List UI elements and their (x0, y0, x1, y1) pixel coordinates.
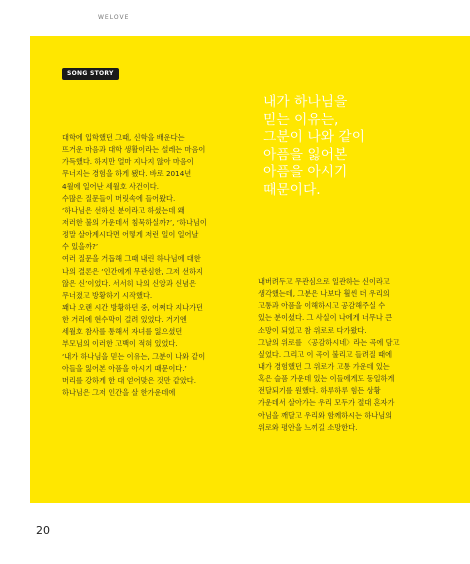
body-line: 꽤나 오랜 시간 방황하던 중, 어쩌다 지나가던 (62, 302, 203, 312)
body-line: 고통과 아픔을 이해하시고 공감해주실 수 (258, 301, 386, 311)
body-line: 정말 살아계시다면 어떻게 저런 일이 일어날 (62, 230, 199, 240)
body-line: 하나님은 그저 인간을 살 한가운데에 (62, 387, 176, 397)
body-line: 내가 경험했던 그 위로가 고통 가운데 있는 (258, 361, 390, 371)
body-line: 가득했다. 하지만 얼마 지나지 않아 마음이 (62, 157, 194, 167)
body-line: 무너졌고 방황하기 시작했다. (62, 290, 153, 300)
body-line: 여러 질문을 거듭해 그때 내린 하나님에 대한 (62, 254, 201, 264)
body-line: 생각했는데, 그분은 나보다 훨씬 더 우리의 (258, 289, 390, 299)
body-line: 위로와 평안을 느끼길 소망한다. (258, 422, 358, 432)
body-line: 나의 결론은 ‘인간에게 무관심한, 그저 선하지 (62, 266, 203, 276)
pull-quote-line: 아픔을 잃어본 (263, 146, 348, 163)
pull-quote (263, 94, 365, 200)
body-line: 수많은 질문들이 머릿속에 들어왔다. (62, 193, 176, 203)
pull-quote-line: 아픔을 아시기 (263, 164, 348, 181)
magazine-section-label: WELOVE (98, 14, 130, 21)
body-line: 무너지는 경험을 하게 됐다. 바로 2014년 (62, 169, 192, 179)
body-line: ‘하나님은 선하신 분이라고 하셨는데 왜 (62, 205, 185, 215)
body-line: 수 있을까?’ (62, 242, 99, 252)
body-line: 그날의 위로를 〈공감하시네〉라는 곡에 담고 (258, 337, 400, 347)
body-line: 4월에 일어난 세월호 사건이다. (62, 181, 160, 191)
body-line: 아님을 깨달고 우리와 함께하시는 하나님의 (258, 410, 393, 420)
body-line: 뜨거운 마음과 대학 생활이라는 설레는 마음이 (62, 145, 206, 155)
pull-quote-line: 믿는 이유는, (263, 111, 339, 128)
page-number: 20 (36, 524, 50, 537)
body-line: 저러한 불의 가운데서 침묵하실까?’, ‘하나님이 (62, 217, 207, 227)
body-line: 전달되기를 원했다. 하루하루 힘든 상황 (258, 386, 381, 396)
pull-quote-line: 그분이 나와 같이 (263, 129, 366, 146)
article-right-column (258, 276, 400, 434)
body-line: 내버려두고 무관심으로 일관하는 신이라고 (258, 277, 390, 286)
body-line: 가운데서 살아가는 우리 모두가 절대 혼자가 (258, 398, 395, 408)
body-line: 부모님의 이러한 고백이 적혀 있었다. (62, 339, 178, 349)
article-left-column (62, 132, 207, 399)
body-line: 세월호 참사를 통해서 자녀를 잃으셨던 (62, 327, 183, 337)
body-line: 혹은 슬픔 가운데 있는 이들에게도 동일하게 (258, 374, 395, 384)
body-line: 대학에 입학했던 그때, 신학을 배운다는 (62, 133, 185, 142)
body-line: 싶었다. 그리고 이 곡이 불리고 들려질 때에 (258, 349, 393, 359)
pull-quote-line: 때문이다. (263, 181, 321, 198)
body-line: 않은 신’이었다. 서서히 나의 신앙과 신념은 (62, 278, 197, 288)
body-line: 있는 분이셨다. 그 사실이 나에게 너무나 큰 (258, 313, 393, 323)
song-story-badge: SONG STORY (62, 68, 119, 80)
body-line: ‘내가 하나님을 믿는 이유는, 그분이 나와 같이 (62, 351, 206, 361)
pull-quote-line: 내가 하나님을 (263, 94, 348, 110)
body-line: 한 거리에 현수막이 걸려 있었다. 거기엔 (62, 315, 187, 325)
body-line: 아들을 잃어본 아픔을 아시기 때문이다.’ (62, 363, 187, 373)
body-line: 소망이 되었고 참 위로로 다가왔다. (258, 325, 367, 335)
body-line: 머리를 강하게 한 대 얻어맞은 것만 같았다. (62, 375, 197, 385)
